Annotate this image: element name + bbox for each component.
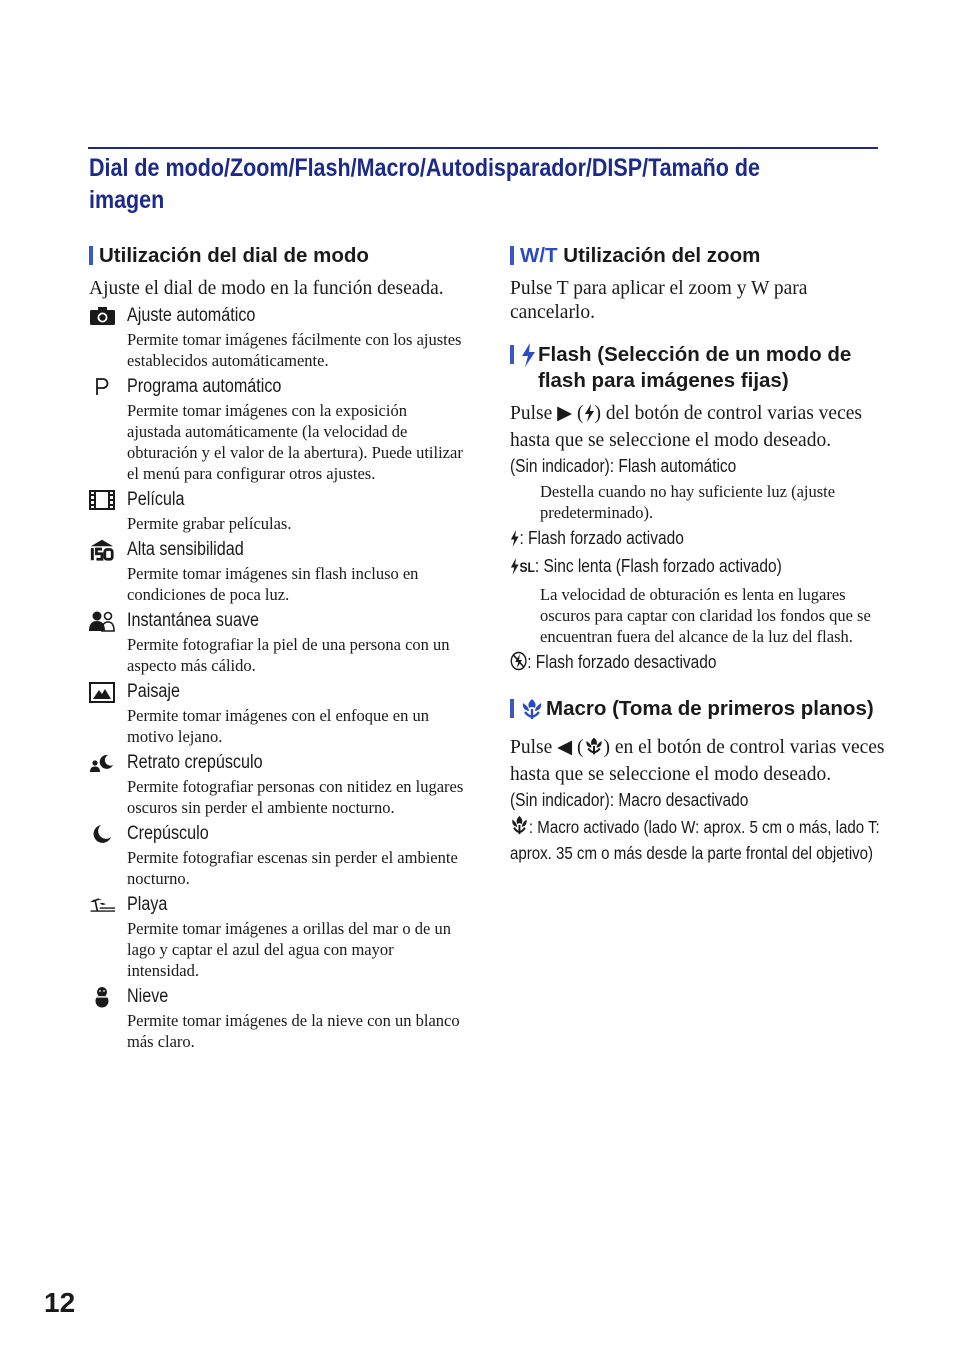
right-column: [510, 243, 885, 865]
mode-item: Playa Permite tomar imágenes a orillas del mar o de un lago y captar el azul del agua con mayor intensidad.: [89, 893, 464, 981]
left-column: [89, 243, 464, 1056]
zoom-heading: W/T Utilización del zoom: [510, 243, 885, 269]
wt-label: W/T: [520, 244, 558, 267]
section-bar: [510, 699, 514, 718]
moon-icon: [89, 823, 115, 845]
camera-icon: [89, 305, 115, 327]
page-number: 12: [44, 1287, 76, 1318]
page-title-line-1: Dial de modo/Zoom/Flash/Macro/Autodisparador/DISP/Tamaño de: [89, 154, 760, 182]
snow-icon: [89, 986, 115, 1008]
flash-slow-sync-desc: La velocidad de obturación es lenta en lugares oscuros para captar con claridad los fondos que se encuentran fuera del alcance de la luz del flash.: [540, 585, 871, 646]
macro-icon: [510, 814, 529, 842]
mode-item: Alta sensibilidad Permite tomar imágenes sin flash incluso en condiciones de poca luz.: [89, 538, 464, 605]
macro-icon: [584, 736, 604, 763]
macro-icon: [520, 697, 544, 728]
slow-sync-flash-icon: [510, 558, 519, 581]
flash-icon: [520, 343, 536, 374]
mode-item: Paisaje Permite tomar imágenes con el enfoque en un motivo lejano.: [89, 680, 464, 747]
flash-auto-desc: Destella cuando no hay suficiente luz (ajuste predeterminado).: [540, 482, 836, 522]
header-rule: [88, 147, 878, 149]
section-bar: [510, 345, 514, 364]
mode-item: Nieve Permite tomar imágenes de la nieve con un blanco más claro.: [89, 985, 464, 1052]
page-title-line-2: imagen: [89, 186, 165, 214]
flash-text: Pulse ▶ ( ) del botón de control varias veces hasta que se seleccione el modo deseado.: [510, 403, 862, 451]
soft-snap-icon: [89, 610, 115, 632]
mode-item: Programa automático Permite tomar imágenes con la exposición ajustada automáticamente (la velocidad de obturación y el valor de la abertura). Puede utilizar el menú para configurar otros ajustes.: [89, 375, 464, 484]
section-bar: [89, 246, 93, 265]
macro-text: Pulse ◀ ( ) en el botón de control varias veces hasta que se seleccione el modo deseado.: [510, 737, 885, 785]
mode-item: Instantánea suave Permite fotografiar la piel de una persona con un aspecto más cálido.: [89, 609, 464, 676]
zoom-text: Pulse T para aplicar el zoom y W para cancelarlo.: [510, 278, 808, 323]
flash-heading: Flash (Selección de un modo de flash para imágenes fijas): [510, 342, 885, 394]
flash-off-icon: [510, 651, 527, 677]
iso-icon: [89, 539, 115, 561]
flash-icon: [510, 530, 519, 553]
macro-on: : Macro activado (lado W: aprox. 5 cm o más, lado T: aprox. 35 cm o más desde la parte frontal del objetivo): [510, 814, 882, 865]
macro-heading: Macro (Toma de primeros planos): [510, 696, 885, 728]
twilight-portrait-icon: [89, 752, 115, 774]
flash-slow-sync: SL: Sinc lenta (Flash forzado activado): [510, 555, 833, 581]
mode-item: Película Permite grabar películas.: [89, 488, 464, 534]
section-bar: [510, 246, 514, 265]
mode-dial-intro: Ajuste el dial de modo en la función deseada.: [89, 278, 444, 299]
beach-icon: [89, 894, 115, 916]
mode-item: Crepúsculo Permite fotografiar escenas sin perder el ambiente nocturno.: [89, 822, 464, 889]
p-letter-icon: [89, 376, 115, 398]
macro-off: (Sin indicador): Macro desactivado: [510, 790, 749, 810]
flash-icon: [584, 404, 595, 429]
film-icon: [89, 489, 115, 511]
mode-item: Ajuste automático Permite tomar imágenes fácilmente con los ajustes establecidos automáticamente.: [89, 304, 464, 371]
mode-item: Retrato crepúsculo Permite fotografiar personas con nitidez en lugares oscuros sin perder el ambiente nocturno.: [89, 751, 464, 818]
flash-forced-on: : Flash forzado activado: [510, 527, 833, 553]
mode-dial-heading: Utilización del dial de modo: [89, 243, 464, 269]
landscape-icon: [89, 681, 115, 703]
flash-forced-off: : Flash forzado desactivado: [510, 651, 833, 677]
page-title: [89, 152, 768, 216]
flash-auto: (Sin indicador): Flash automático: [510, 456, 737, 476]
